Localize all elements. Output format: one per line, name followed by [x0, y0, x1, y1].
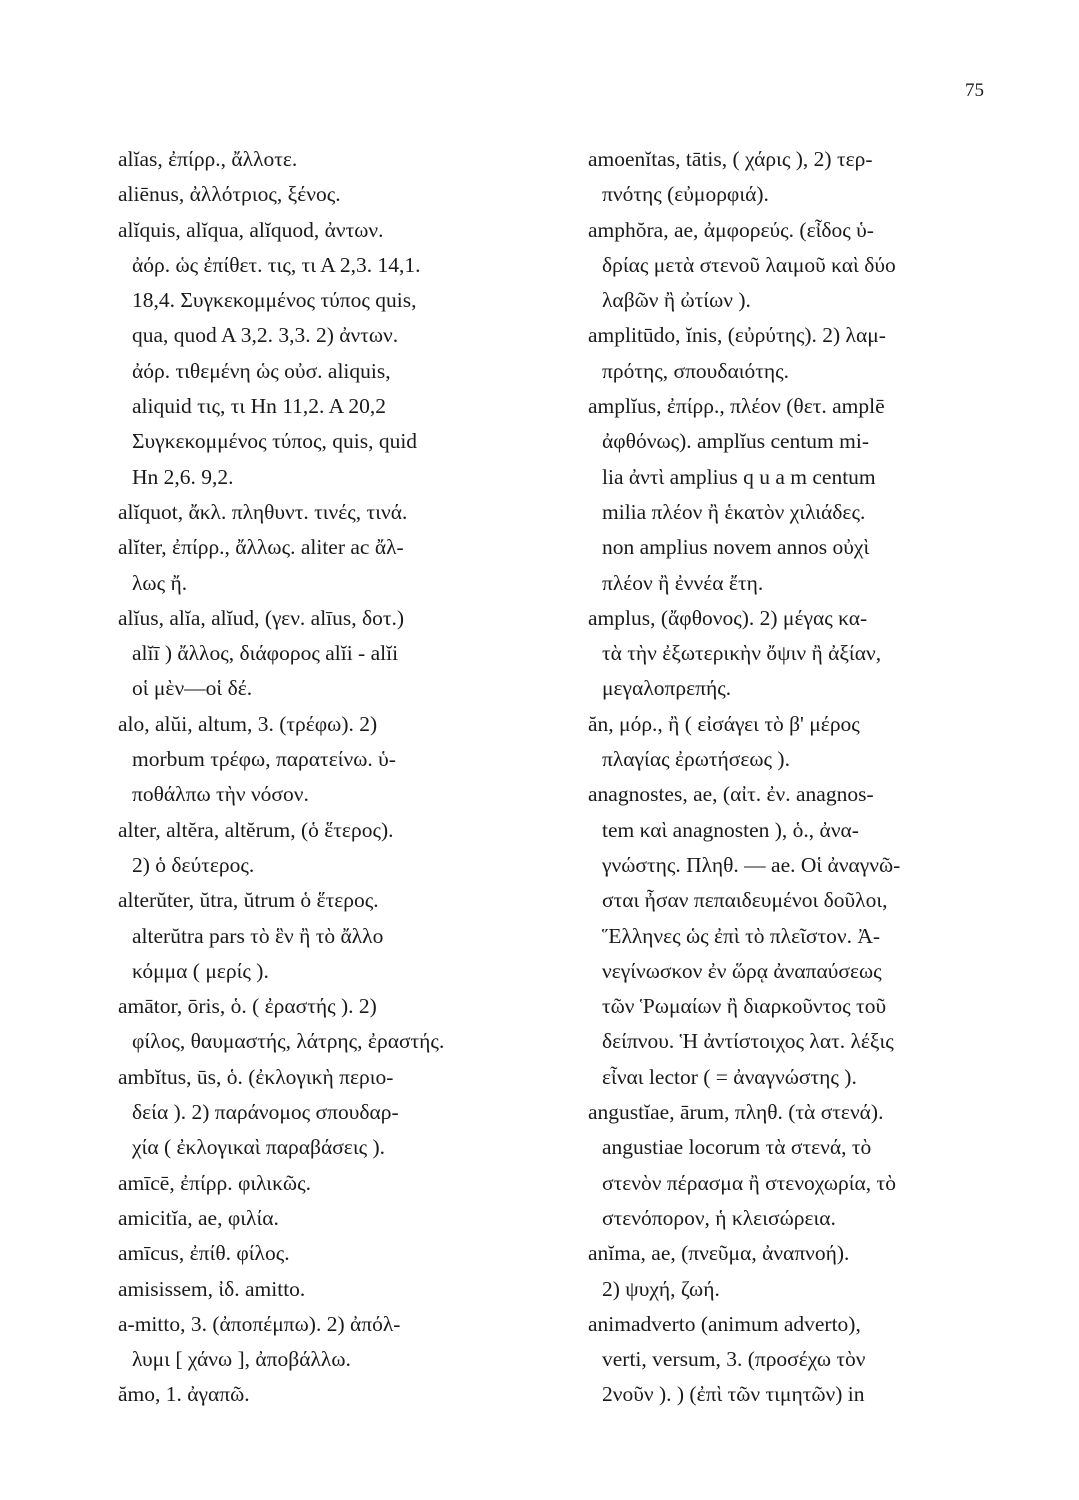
dictionary-line: λυμι [ χάνω ], ἀποβάλλω. — [132, 1347, 351, 1372]
dictionary-line: μεγαλοπρεπής. — [602, 676, 732, 701]
dictionary-line: εἶναι lector ( = ἀναγνώστης ). — [602, 1064, 857, 1089]
dictionary-line: amoenĭtas, tātis, ( χάρις ), 2) τερ- — [588, 147, 873, 171]
dictionary-line: alterŭter, ŭtra, ŭtrum ὁ ἕτερος. — [118, 888, 379, 913]
dictionary-line: anagnostes, ae, (αἰτ. ἐν. anagnos- — [588, 782, 874, 807]
dictionary-line: δεία ). 2) παράνομος σπουδαρ- — [132, 1100, 399, 1125]
dictionary-line: 18,4. Συγκεκομμένος τύπος quis, — [132, 288, 417, 313]
dictionary-line: στενόπορον, ἡ κλεισώρεια. — [602, 1205, 836, 1230]
dictionary-line: ambĭtus, ūs, ὁ. (ἐκλογικὴ περιο- — [118, 1064, 394, 1089]
dictionary-line: πρότης, σπουδαιότης. — [602, 358, 790, 383]
right-column — [588, 142, 1038, 1413]
dictionary-line: πνότης (εὐμορφιά). — [602, 182, 769, 207]
dictionary-line: λως ἤ. — [132, 570, 188, 595]
dictionary-line: δείπνου. Ἡ ἀντίστοιχος λατ. λέξις — [602, 1029, 894, 1054]
page-number: 75 — [965, 80, 984, 101]
dictionary-line: a-mitto, 3. (ἀποπέμπω). 2) ἀπόλ- — [118, 1311, 401, 1336]
dictionary-line: alĭas, ἐπίρρ., ἄλλοτε. — [118, 147, 298, 171]
dictionary-line: στενὸν πέρασμα ἢ στενοχωρία, τὸ — [602, 1170, 896, 1195]
dictionary-line: τὰ τὴν ἐξωτερικὴν ὄψιν ἢ ἀξίαν, — [602, 641, 882, 666]
dictionary-line: Συγκεκομμένος τύπος, quis, quid — [132, 429, 418, 454]
dictionary-line: ποθάλπω τὴν νόσον. — [132, 782, 309, 807]
dictionary-line: milia πλέον ἢ ἑκατὸν χιλιάδες. — [602, 499, 866, 524]
dictionary-line: λαβῶν ἢ ὠτίων ). — [602, 288, 751, 313]
dictionary-line: 2) ὁ δεύτερος. — [132, 852, 255, 877]
dictionary-line: πλέον ἢ ἐννέα ἔτη. — [602, 570, 764, 595]
dictionary-line: πλαγίας ἐρωτήσεως ). — [602, 747, 790, 772]
dictionary-line: δρίας μετὰ στενοῦ λαιμοῦ καὶ δύο — [602, 252, 896, 277]
dictionary-line: qua, quod A 3,2. 3,3. 2) ἀντων. — [132, 323, 399, 348]
dictionary-line: Hn 2,6. 9,2. — [132, 464, 234, 489]
dictionary-line: morbum τρέφω, παρατείνω. ὑ- — [132, 747, 396, 772]
dictionary-line: ἀόρ. ὡς ἐπίθετ. τις, τι Α 2,3. 14,1. — [132, 252, 421, 277]
dictionary-line: amplĭus, ἐπίρρ., πλέον (θετ. amplē — [588, 394, 885, 419]
dictionary-line: νεγίνωσκον ἐν ὥρᾳ ἀναπαύσεως — [602, 958, 882, 983]
dictionary-line: χία ( ἐκλογικαὶ παραβάσεις ). — [132, 1135, 386, 1160]
dictionary-line: tem καὶ anagnosten ), ὁ., ἀνα- — [602, 817, 859, 842]
dictionary-line: alĭī ) ἄλλος, διάφορος alĭi - alĭi — [132, 641, 399, 666]
dictionary-line: alo, alŭi, altum, 3. (τρέφω). 2) — [118, 711, 378, 736]
dictionary-line: alterŭtra pars τὸ ἓν ἢ τὸ ἄλλο — [132, 923, 384, 948]
dictionary-line: aliēnus, ἀλλότριος, ξένος. — [118, 182, 341, 207]
dictionary-line: anĭma, ae, (πνεῦμα, ἀναπνοή). — [588, 1241, 850, 1266]
dictionary-line: amīcus, ἐπίθ. φίλος. — [118, 1241, 290, 1266]
dictionary-line: οἱ μὲν—οἱ δέ. — [132, 676, 253, 701]
left-column — [118, 142, 558, 1413]
dictionary-line: 2) ψυχή, ζωή. — [602, 1276, 720, 1301]
dictionary-line: verti, versum, 3. (προσέχω τὸν — [602, 1347, 866, 1372]
dictionary-line: Ἕλληνες ὡς ἐπὶ τὸ πλεῖστον. Ἀ- — [602, 923, 881, 948]
dictionary-line: ăn, μόρ., ἢ ( εἰσάγει τὸ β' μέρος — [588, 711, 860, 736]
dictionary-line: ămo, 1. ἀγαπῶ. — [118, 1382, 250, 1407]
dictionary-line: alter, altĕra, altĕrum, (ὁ ἕτερος). — [118, 817, 394, 842]
dictionary-line: amātor, ōris, ὁ. ( ἐραστής ). 2) — [118, 994, 377, 1019]
dictionary-line: non amplius novem annos οὐχὶ — [602, 535, 870, 560]
dictionary-line: angustĭae, ārum, πληθ. (τὰ στενά). — [588, 1100, 884, 1125]
dictionary-line: amplitūdo, ĭnis, (εὐρύτης). 2) λαμ- — [588, 323, 886, 348]
dictionary-line: lia ἀντὶ amplius q u a m centum — [602, 464, 876, 489]
dictionary-line: κόμμα ( μερίς ). — [132, 958, 269, 983]
dictionary-line: ἀόρ. τιθεμένη ὡς οὐσ. aliquis, — [132, 358, 391, 383]
dictionary-line: amīcē, ἐπίρρ. φιλικῶς. — [118, 1170, 311, 1195]
dictionary-line: alĭus, alĭa, alĭud, (γεν. alīus, δοτ.) — [118, 605, 405, 630]
dictionary-line: amisissem, ἰδ. amitto. — [118, 1276, 306, 1301]
dictionary-line: ἀφθόνως). amplĭus centum mi- — [602, 429, 869, 454]
dictionary-line: τῶν Ῥωμαίων ἢ διαρκοῦντος τοῦ — [602, 994, 887, 1019]
dictionary-line: 2νοῦν ). ) (ἐπὶ τῶν τιμητῶν) in — [602, 1382, 865, 1407]
dictionary-line: aliquid τις, τι Hn 11,2. A 20,2 — [132, 394, 386, 419]
dictionary-line: alĭquot, ἄκλ. πληθυντ. τινές, τινά. — [118, 499, 408, 524]
dictionary-line: amplus, (ἄφθονος). 2) μέγας κα- — [588, 605, 868, 630]
dictionary-line: amicitĭa, ae, φιλία. — [118, 1205, 279, 1230]
dictionary-line: amphŏra, ae, ἀμφορεύς. (εἶδος ὑ- — [588, 217, 874, 242]
dictionary-line: alĭquis, alĭqua, alĭquod, ἀντων. — [118, 217, 384, 242]
dictionary-line: animadverto (animum adverto), — [588, 1311, 861, 1336]
dictionary-line: σται ἦσαν πεπαιδευμένοι δοῦλοι, — [602, 888, 888, 913]
dictionary-line: γνώστης. Πληθ. — ae. Οἱ ἀναγνῶ- — [602, 852, 901, 877]
dictionary-line: alĭter, ἐπίρρ., ἄλλως. aliter ac ἄλ- — [118, 535, 404, 560]
dictionary-line: φίλος, θαυμαστής, λάτρης, ἐραστής. — [132, 1029, 445, 1054]
dictionary-line: angustiae locorum τὰ στενά, τὸ — [602, 1135, 872, 1160]
